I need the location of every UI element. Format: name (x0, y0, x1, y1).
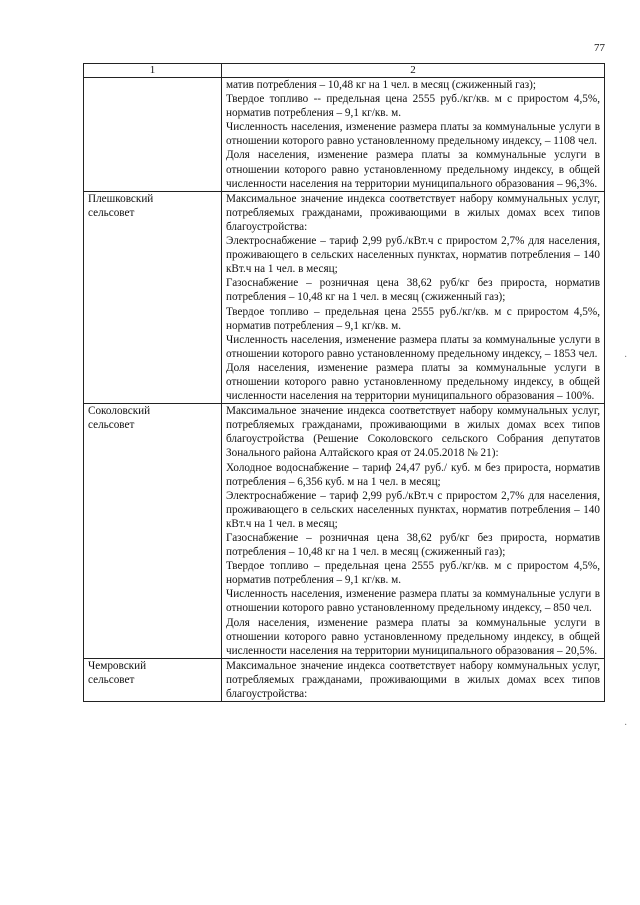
description-paragraph: Максимальное значение индекса соответствует набору коммунальных услуг, потребляемых гражданами, проживающими в жилых домах всех типов благоустройства (Решение Соколовского сельского Собрания депутатов Зонального района Алтайского края от 24.05.2018 № 21): (226, 405, 600, 460)
municipality-name (84, 78, 222, 192)
table-header-row (84, 64, 605, 78)
table-row (84, 78, 605, 192)
description-paragraph: Холодное водоснабжение – тариф 24,47 руб./ куб. м без прироста, норматив потребления – 6,356 куб. м на 1 чел. в месяц; (226, 461, 600, 488)
description-cell (222, 658, 605, 701)
table-row (84, 658, 605, 701)
description-paragraph: Твердое топливо – предельная цена 2555 руб./кг/кв. м с приростом 4,5%, норматив потребления – 9,1 кг/кв. м. (226, 305, 600, 332)
description-paragraph: Доля населения, изменение размера платы за коммунальные услуги в отношении которого равно установленному предельному индексу, в общей численности населения на территории муниципального образования – 96,3%. (226, 149, 600, 190)
table-row (84, 191, 605, 403)
description-paragraph: Электроснабжение – тариф 2,99 руб./кВт.ч с приростом 2,7% для населения, проживающего в сельских населенных пунктах, норматив потребления – 140 кВт.ч на 1 чел. в месяц; (226, 489, 600, 530)
margin-mark: · (624, 720, 628, 731)
header-col-2: 2 (222, 64, 605, 78)
description-paragraph: Твердое топливо – предельная цена 2555 руб./кг/кв. м с приростом 4,5%, норматив потребления – 9,1 кг/кв. м. (226, 560, 600, 587)
description-paragraph: матив потребления – 10,48 кг на 1 чел. в месяц (сжиженный газ); (226, 79, 536, 91)
description-paragraph: Газоснабжение – розничная цена 38,62 руб/кг без прироста, норматив потребления – 10,48 кг на 1 чел. в месяц (сжиженный газ); (226, 277, 600, 304)
header-col-1: 1 (84, 64, 222, 78)
description-cell (222, 404, 605, 659)
description-paragraph: Доля населения, изменение размера платы за коммунальные услуги в отношении которого равно установленному предельному индексу, в общей численности населения на территории муниципального образования – 20,5%. (226, 616, 600, 657)
page-number: 77 (594, 42, 605, 54)
description-paragraph: Численность населения, изменение размера платы за коммунальные услуги в отношении которого равно установленному предельному индексу, – 850 чел. (226, 588, 600, 615)
municipality-name: Чемровский сельсовет (84, 658, 222, 701)
municipality-name: Плешковский сельсовет (84, 191, 222, 403)
table-row (84, 404, 605, 659)
description-paragraph: Доля населения, изменение размера платы за коммунальные услуги в отношении которого равно установленному предельному индексу, в общей численности населения на территории муниципального образования – 100%. (226, 361, 600, 403)
tariff-table (83, 63, 605, 702)
description-paragraph: Максимальное значение индекса соответствует набору коммунальных услуг, потребляемых гражданами, проживающими в жилых домах всех типов благоустройства: (226, 659, 600, 701)
description-cell (222, 78, 605, 192)
description-cell (222, 191, 605, 403)
description-paragraph: Численность населения, изменение размера платы за коммунальные услуги в отношении которого равно установленному предельному индексу, – 1853 чел. (226, 333, 600, 360)
description-paragraph: Газоснабжение – розничная цена 38,62 руб/кг без прироста, норматив потребления – 10,48 кг на 1 чел. в месяц (сжиженный газ); (226, 532, 600, 559)
description-paragraph: Численность населения, изменение размера платы за коммунальные услуги в отношении которого равно установленному предельному индексу, – 1108 чел. (226, 121, 600, 148)
margin-mark: · (624, 352, 628, 363)
municipality-name: Соколовский сельсовет (84, 404, 222, 659)
description-paragraph: Электроснабжение – тариф 2,99 руб./кВт.ч с приростом 2,7% для населения, проживающего в сельских населенных пунктах, норматив потребления – 140 кВт.ч на 1 чел. в месяц; (226, 235, 600, 276)
description-paragraph: Максимальное значение индекса соответствует набору коммунальных услуг, потребляемых гражданами, проживающими в жилых домах всех типов благоустройства: (226, 192, 600, 233)
description-paragraph: Твердое топливо -- предельная цена 2555 руб./кг/кв. м с приростом 4,5%, норматив потребления – 9,1 кг/кв. м. (226, 93, 600, 120)
